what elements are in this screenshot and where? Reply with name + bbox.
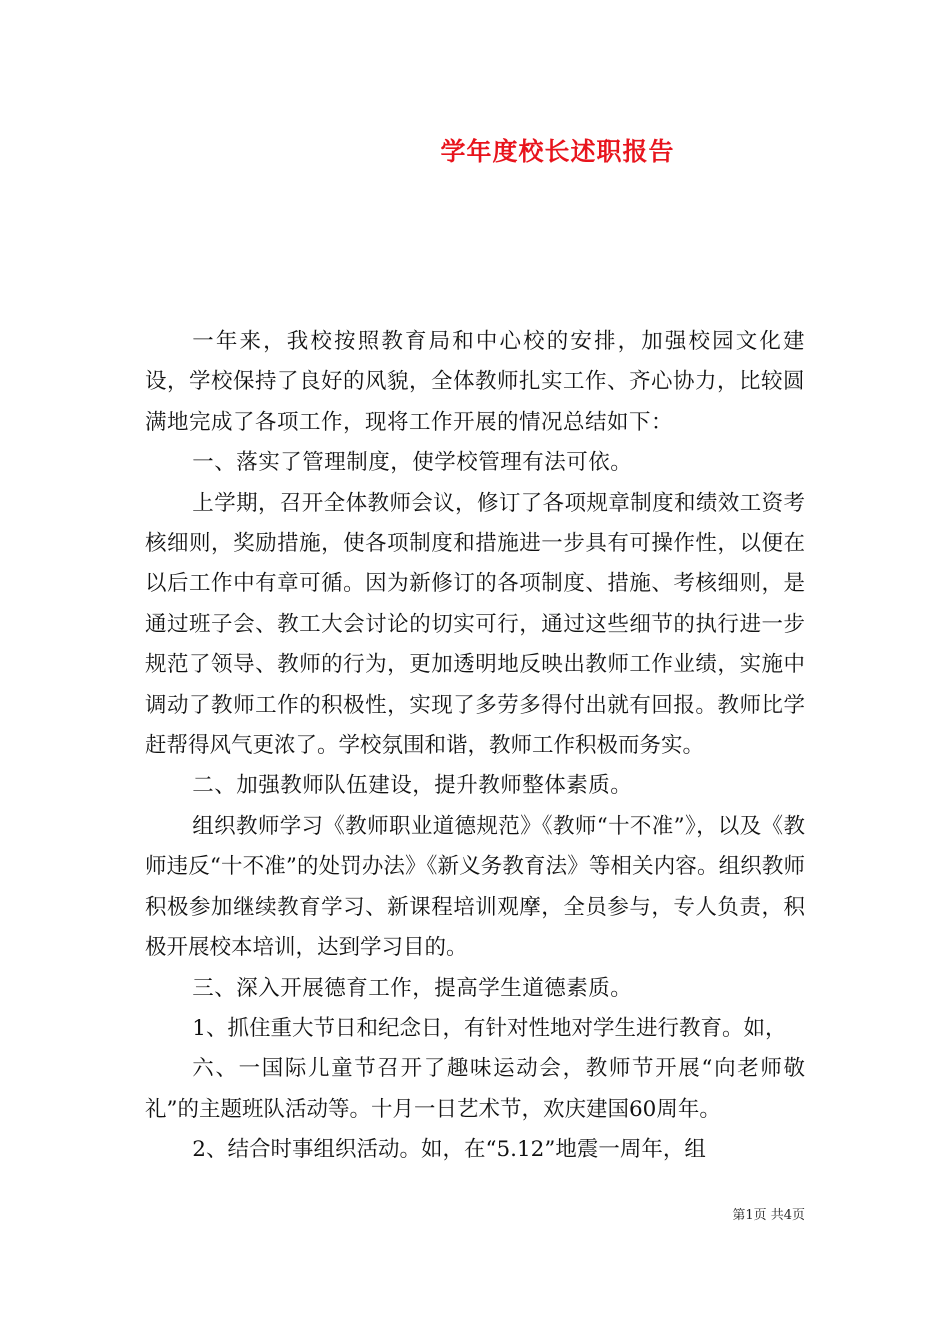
document-body xyxy=(145,322,805,1171)
section-heading-2: 二、加强教师队伍建设，提升教师整体素质。 xyxy=(192,773,633,799)
section-heading-1: 一、落实了管理制度，使学校管理有法可依。 xyxy=(192,450,633,476)
section-heading-3: 三、深入开展德育工作，提高学生道德素质。 xyxy=(192,975,633,1001)
paragraph-teacher-study: 组织教师学习《教师职业道德规范》《教师“十不准”》，以及《教师违反“十不准”的处罚办法》《新义务教育法》等相关内容。组织教师积极参加继续教育学习、新课程培训观摩，全员参与，专人负责，积极开展校本培训，达到学习目的。 xyxy=(145,813,805,961)
paragraph-management: 上学期，召开全体教师会议，修订了各项规章制度和绩效工资考核细则，奖励措施，使各项制度和措施进一步具有可操作性，以便在以后工作中有章可循。因为新修订的各项制度、措施、考核细则，是通过班子会、教工大会讨论的切实可行，通过这些细节的执行进一步规范了领导、教师的行为，更加透明地反映出教师工作业绩，实施中调动了教师工作的积极性，实现了多劳多得付出就有回报。教师比学赶帮得风气更浓了。学校氛围和谐，教师工作积极而务实。 xyxy=(145,490,805,759)
list-item-2: 2、结合时事组织活动。如，在“5.12”地震一周年，组 xyxy=(192,1137,706,1163)
paragraph-festivals: 六、一国际儿童节召开了趣味运动会，教师节开展“向老师敬礼”的主题班队活动等。十月一日艺术节，欢庆建国60周年。 xyxy=(145,1056,805,1122)
paragraph-intro: 一年来，我校按照教育局和中心校的安排，加强校园文化建设，学校保持了良好的风貌，全体教师扎实工作、齐心协力，比较圆满地完成了各项工作，现将工作开展的情况总结如下： xyxy=(145,329,806,435)
page-number: 第1页 共4页 xyxy=(732,1208,805,1223)
list-item-1: 1、抓住重大节日和纪念日，有针对性地对学生进行教育。如， xyxy=(192,1015,787,1041)
document-title: 学年度校长述职报告 xyxy=(440,137,675,166)
